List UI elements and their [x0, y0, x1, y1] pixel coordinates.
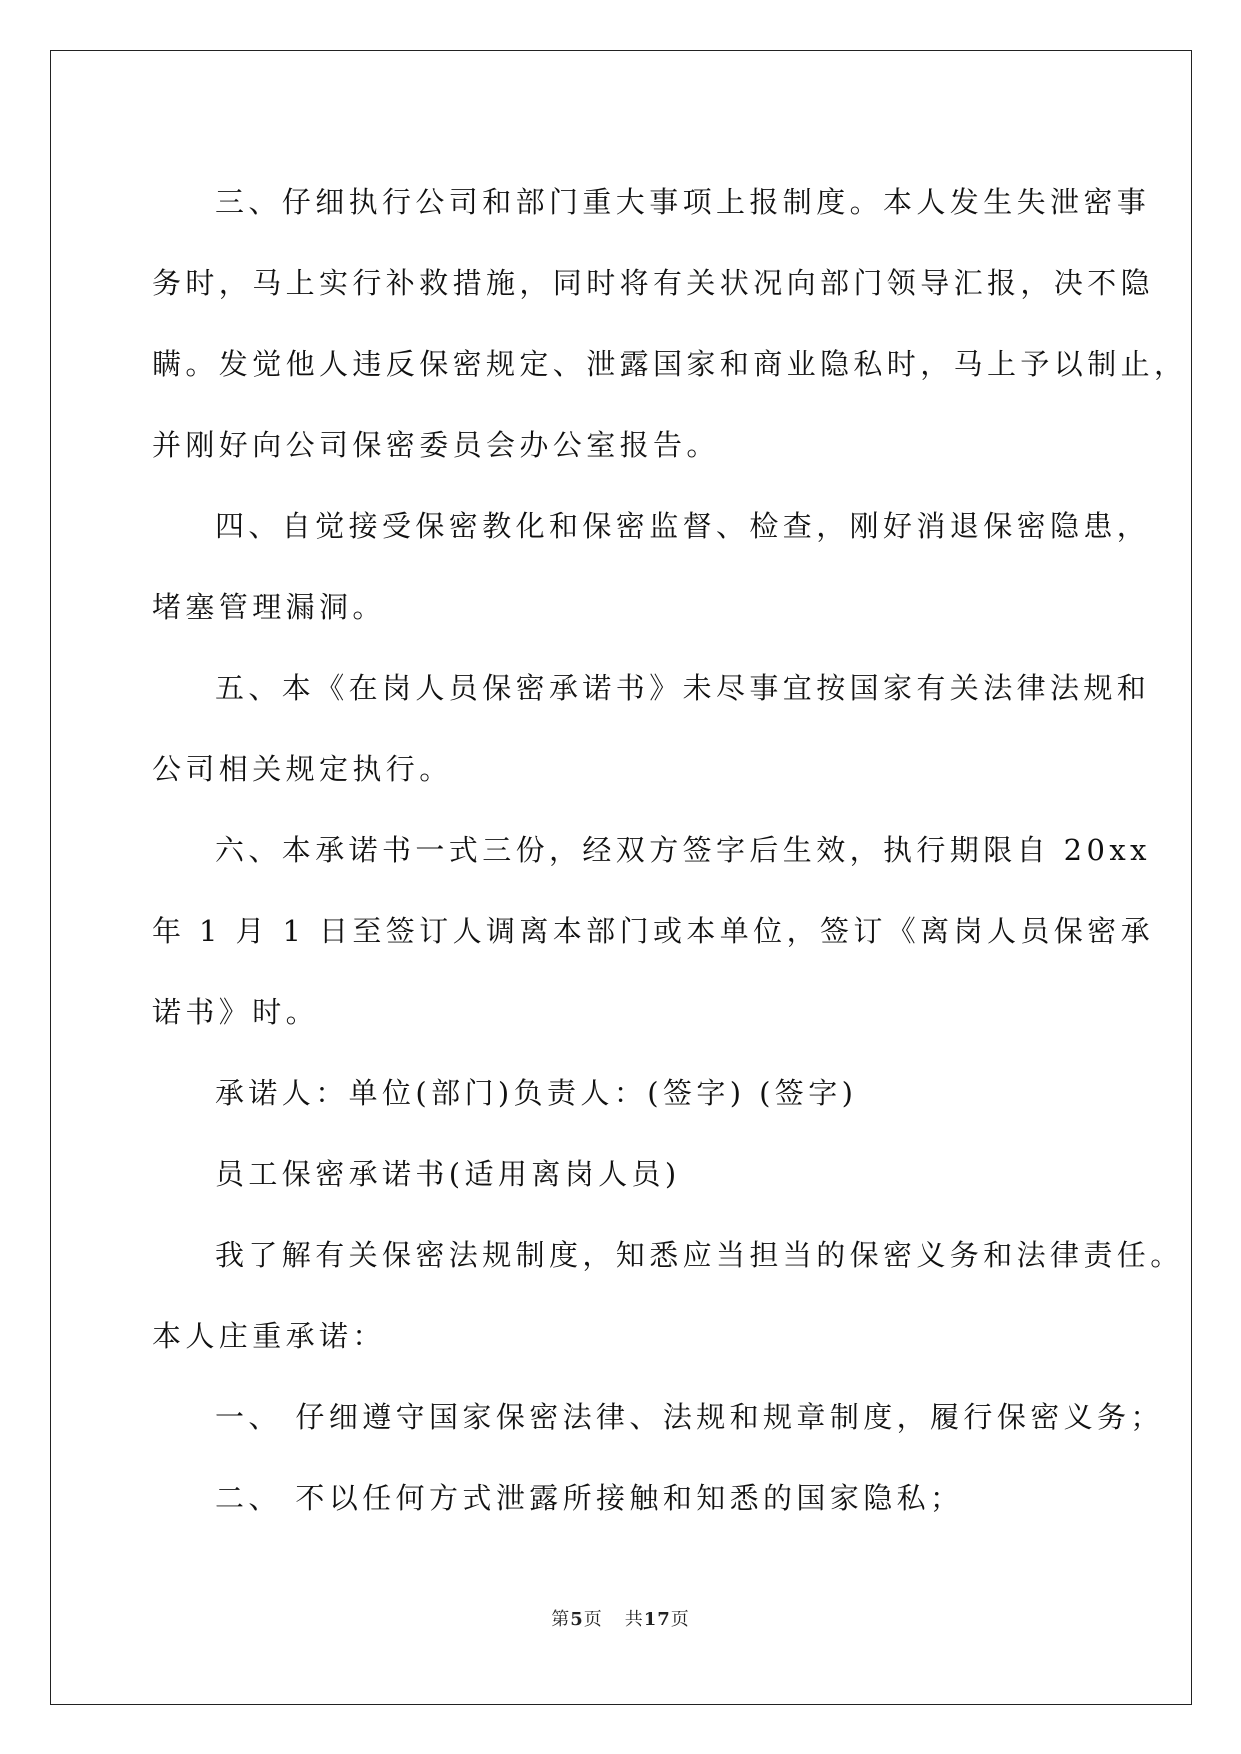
- page-footer: [0, 1608, 1241, 1632]
- paragraph-line: 三、仔细执行公司和部门重大事项上报制度。本人发生失泄密事: [215, 185, 1151, 219]
- paragraph-line: 年 1 月 1 日至签订人调离本部门或本单位，签订《离岗人员保密承: [152, 914, 1154, 948]
- paragraph-line: 二、 不以任何方式泄露所接触和知悉的国家隐私；: [215, 1481, 964, 1515]
- page-suffix: 页: [583, 1609, 603, 1630]
- paragraph-line: 诺书》时。: [152, 995, 320, 1029]
- page-number: 5: [570, 1609, 584, 1630]
- paragraph-line: 本人庄重承诺：: [152, 1319, 386, 1353]
- signature-line: 承诺人：单位(部门)负责人：(签字) (签字): [215, 1076, 858, 1110]
- page-prefix: 第: [551, 1609, 571, 1630]
- paragraph-line: 五、本《在岗人员保密承诺书》未尽事宜按国家有关法律法规和: [215, 671, 1151, 705]
- paragraph-line: 务时，马上实行补救措施，同时将有关状况向部门领导汇报，决不隐: [152, 266, 1155, 300]
- total-suffix: 页: [670, 1609, 690, 1630]
- paragraph-line: 公司相关规定执行。: [152, 752, 453, 786]
- paragraph-line: 一、 仔细遵守国家保密法律、法规和规章制度，履行保密义务；: [215, 1400, 1164, 1434]
- section-heading: 员工保密承诺书(适用离岗人员): [215, 1157, 681, 1191]
- paragraph-line: 瞒。发觉他人违反保密规定、泄露国家和商业隐私时，马上予以制止，: [152, 347, 1188, 381]
- paragraph-line: 我了解有关保密法规制度，知悉应当担当的保密义务和法律责任。: [215, 1238, 1184, 1272]
- total-pages: 17: [643, 1609, 671, 1630]
- paragraph-line: 四、自觉接受保密教化和保密监督、检查，刚好消退保密隐患，: [215, 509, 1151, 543]
- paragraph-line: 堵塞管理漏洞。: [152, 590, 386, 624]
- total-prefix: 共: [624, 1609, 644, 1630]
- document-body: [152, 162, 1188, 1539]
- paragraph-line: 六、本承诺书一式三份，经双方签字后生效，执行期限自 20xx: [215, 833, 1151, 867]
- paragraph-line: 并刚好向公司保密委员会办公室报告。: [152, 428, 720, 462]
